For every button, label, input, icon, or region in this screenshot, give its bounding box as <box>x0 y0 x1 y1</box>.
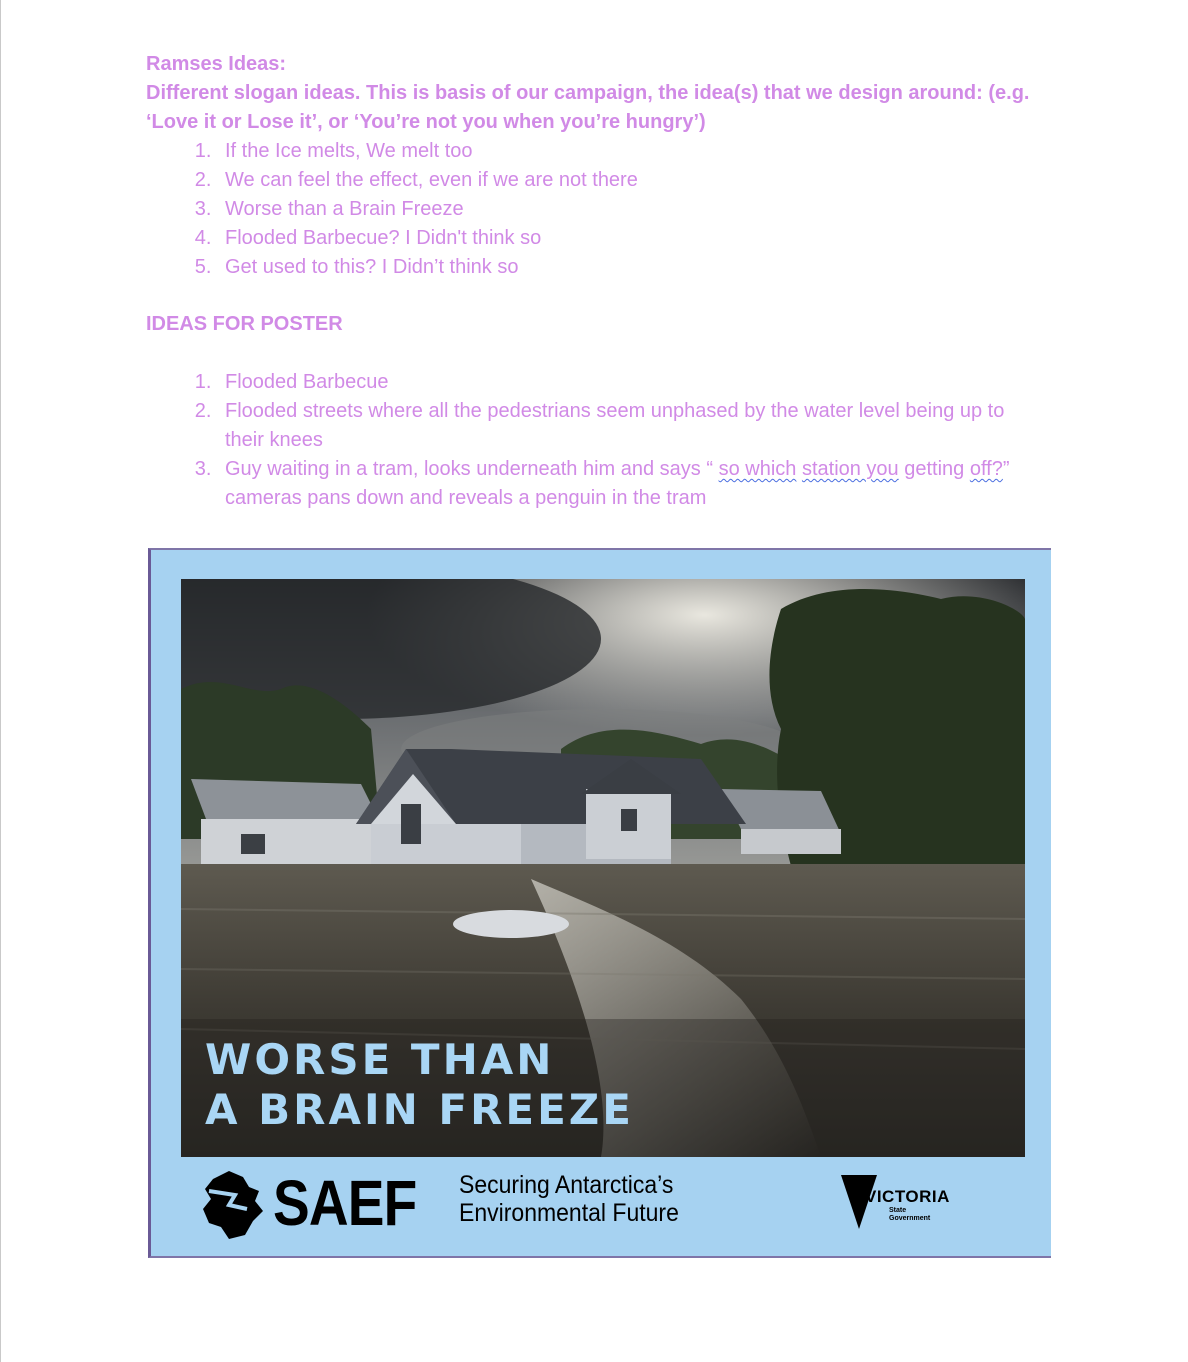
victoria-wordmark: VICTORIA <box>865 1187 950 1206</box>
document-body <box>146 50 1046 513</box>
flooded-house-photo <box>181 579 1025 1157</box>
spellcheck-word[interactable]: off? <box>969 458 1003 480</box>
list-item <box>217 455 1046 513</box>
idea-text: Guy waiting in a tram, looks underneath him and says “ <box>225 458 719 480</box>
headline-line-2: A BRAIN FREEZE <box>205 1085 634 1134</box>
doc-intro: Different slogan ideas. This is basis of our campaign, the idea(s) that we design around: (e.g. ‘Love it or Lose it’, or ‘You’re not you when you’re hungry’) <box>146 82 1030 133</box>
victoria-subtitle <box>889 1207 930 1223</box>
spellcheck-word[interactable]: station you <box>801 458 899 480</box>
saef-tagline-line-1: Securing Antarctica’s <box>459 1171 674 1199</box>
antarctica-icon <box>199 1165 265 1241</box>
idea-text: ” cameras pans down and reveals a penguin in the tram <box>225 458 1010 509</box>
poster-headline <box>205 1035 634 1135</box>
headline-line-1: WORSE THAN <box>205 1035 555 1084</box>
saef-wordmark: SAEF <box>273 1167 417 1239</box>
doc-heading: Ramses Ideas: <box>146 53 287 75</box>
list-item: 2. We can feel the effect, even if we are not there <box>217 166 1046 195</box>
saef-tagline-line-2: Environmental Future <box>459 1199 679 1227</box>
spellcheck-word[interactable]: so which <box>718 458 797 480</box>
poster-ideas-list <box>146 368 1046 513</box>
victoria-sub-2: Government <box>889 1215 931 1222</box>
poster-image[interactable] <box>148 548 1051 1258</box>
idea-text: getting <box>898 458 970 480</box>
list-item: 4. Flooded Barbecue? I Didn't think so <box>217 224 1046 253</box>
list-item: 1. If the Ice melts, We melt too <box>217 137 1046 166</box>
saef-tagline <box>459 1171 679 1227</box>
list-item: 5. Get used to this? I Didn’t think so <box>217 253 1046 282</box>
list-item: 3. Worse than a Brain Freeze <box>217 195 1046 224</box>
page-edge <box>0 0 1 1362</box>
slogan-list <box>146 137 1046 282</box>
victoria-sub-1: State <box>889 1207 907 1214</box>
poster-ideas-heading: IDEAS FOR POSTER <box>146 313 343 335</box>
list-item: 1. Flooded Barbecue <box>217 368 1046 397</box>
poster-logos <box>181 1165 1025 1250</box>
list-item: 2. Flooded streets where all the pedestrians seem unphased by the water level being up to their knees <box>217 397 1046 455</box>
